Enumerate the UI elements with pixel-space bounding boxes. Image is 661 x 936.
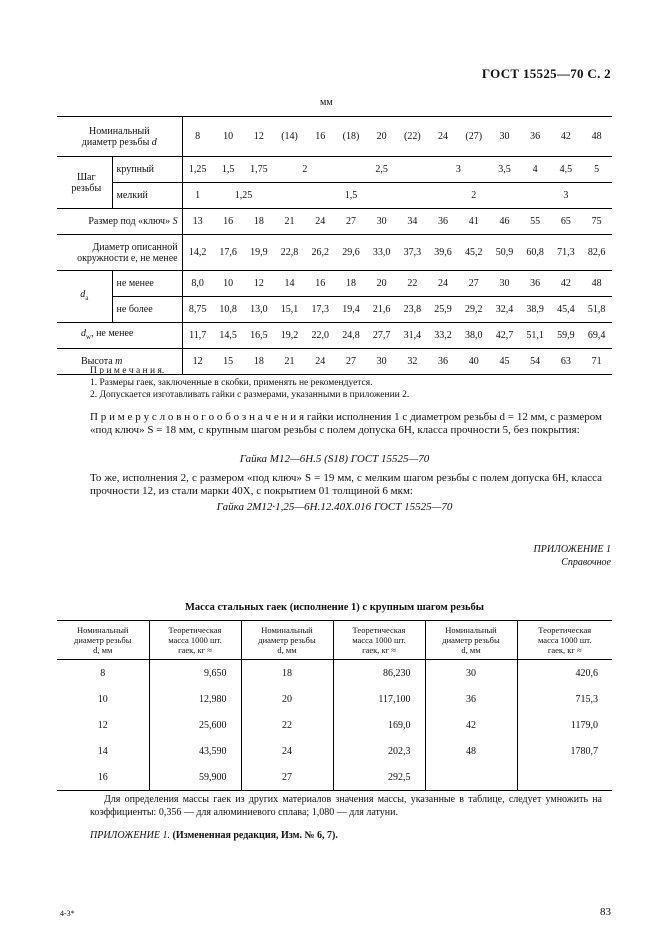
appendix-subtitle: Справочное [561,557,611,568]
s-label-text: Размер под «ключ» [88,216,171,227]
m-cell: 71 [591,356,602,367]
s-cell: 34 [407,216,418,227]
diameters-cell: 20 [376,131,387,142]
appendix-heading [534,543,612,569]
mass-header-line: масса 1000 шт. [352,635,406,645]
nominal-symbol: d [151,136,157,148]
dw-cell: 33,2 [434,330,452,341]
da_max-cell: 15,1 [280,304,299,315]
e-cell: 29,6 [342,247,360,258]
diameters-cell: 12 [253,131,264,142]
dw-cell: 14,5 [219,330,237,341]
changes-prefix: ПРИЛОЖЕНИЕ 1. [90,830,170,841]
diameters-cell: 8 [195,131,201,142]
mass-cell: 59,900 [149,764,241,791]
mass-cell: 202,3 [333,738,425,764]
s-cell: 46 [499,216,510,227]
nominal-header-line: d, мм [93,645,113,655]
s-cell: 55 [530,216,541,227]
row-diameter [57,117,612,157]
mass-cell: 715,3 [575,693,598,705]
mass-table-row [57,686,612,712]
e-cell: 17,6 [219,247,237,258]
diameter-cell: 18 [241,660,333,687]
dw-subscript: w [86,333,92,341]
mass-cell: 86,230 [333,660,425,687]
da-min-label: не менее [112,271,182,297]
diameter-cell: 12 [57,712,149,738]
mass-table [57,620,612,791]
fine-cell: 2 [471,190,477,201]
row-pitch-coarse [57,157,612,183]
s-cell: 24 [315,216,326,227]
mass-table-header [57,621,612,660]
m-cell: 27 [345,356,356,367]
da_min-cell: 12 [253,278,264,289]
fine-cell: 3 [563,190,569,201]
da-label [57,271,112,323]
dw-cell: 38,0 [465,330,483,341]
diameter-cell: 22 [241,712,333,738]
diameter-cell [425,764,517,791]
diameters-cell: 16 [315,131,326,142]
row-pitch-fine [57,183,612,209]
e-cell: 22,8 [280,247,299,258]
mass-header-line: масса 1000 шт. [168,635,222,645]
mass-cell: 292,5 [333,764,425,791]
da_max-cell: 25,9 [434,304,452,315]
da-max-label: не более [112,297,182,323]
row-s [57,209,612,235]
mass-header-line: Теоретическая [352,625,406,635]
fine-label: мелкий [112,183,182,209]
e-cell: 37,3 [403,247,422,258]
nominal-diameter-header [241,621,333,660]
mass-cell: 169,0 [333,712,425,738]
dw-cell: 24,8 [342,330,360,341]
diameter-cell: 8 [57,660,149,687]
document-header: ГОСТ 15525—70 С. 2 [481,66,611,81]
s-cell: 13 [192,216,203,227]
m-cell: 12 [192,356,203,367]
note-1: 1. Размеры гаек, заключенные в скобки, применять не рекомендуется. [90,378,373,388]
diameters-cell: 48 [591,131,602,142]
example-2-text: То же, исполнения 2, с размером «под ключ» S = 19 мм, с мелким шагом резьбы с полем допуска 6H, класса прочности 12, из стали марки 40Х, с покрытием 01 толщиной 6 мкм: [90,472,602,497]
mass-cell: 43,590 [149,738,241,764]
diameter-cell: 36 [425,686,517,712]
diameter-cell: 16 [57,764,149,791]
diameters-cell: 42 [560,131,571,142]
da_max-cell: 23,8 [403,304,422,315]
dw-label [57,323,182,349]
e-cell: 39,6 [434,247,452,258]
diameter-cell: 14 [57,738,149,764]
mass-table-row [57,764,612,791]
e-cell: 45,2 [465,247,483,258]
da_min-cell: 16 [315,278,326,289]
mass-cell: 9,650 [149,660,241,687]
dw-symbol: d [81,328,86,339]
mass-table-row [57,712,612,738]
e-cell: 14,2 [188,247,207,258]
mass-header-line: гаек, кг ≈ [362,645,396,655]
da_min-cell: 42 [560,278,571,289]
pitch-label-line2: резьбы [71,182,102,194]
e-cell: 33,0 [372,247,391,258]
m-cell: 45 [499,356,510,367]
e-cell: 26,2 [311,247,329,258]
mass-header-line: масса 1000 шт. [537,635,592,645]
m-cell: 40 [468,356,479,367]
da_max-cell: 8,75 [188,304,207,315]
nominal-header-line: Номинальный [261,625,313,635]
da_max-cell: 17,3 [311,304,329,315]
e-cell: 82,6 [587,247,606,258]
nominal-label-line2: диаметр резьбы [81,136,150,148]
m-symbol: m [115,356,123,367]
da_min-cell: 20 [376,278,387,289]
example-1-text: П р и м е р у с л о в н о г о о б о з н а ч е н и я гайки исполнения 1 с диаметром резьбы d = 12 мм, с размером «под ключ» S = 18 мм, с крупным шагом резьбы с полем допуска 6H, класса прочности 5, без покрытия: [90,411,602,436]
s-cell: 65 [560,216,571,227]
row-dw [57,323,612,349]
diameter-cell: 10 [57,686,149,712]
s-cell: 16 [223,216,234,227]
dw-cell: 11,7 [189,330,207,341]
changes-note [90,830,338,841]
mass-header-line: Теоретическая [538,625,592,635]
m-cell: 30 [376,356,387,367]
mass-footnote: Для определения массы гаек из других материалов значения массы, указанные в таблице, следует умножить на коэффициенты: 0,356 — для алюминиевого сплава; 1,080 — для латуни. [90,794,602,818]
coarse-cell: 2 [302,164,308,175]
diameter-cell: 42 [425,712,517,738]
da_max-cell: 29,2 [465,304,483,315]
mass-table-row [57,660,612,687]
pitch-label-line1: Шаг [76,171,96,183]
da_max-cell: 10,8 [219,304,237,315]
da_max-cell: 45,4 [557,304,575,315]
diameters-cell: 30 [499,131,510,142]
diameter-cell: 24 [241,738,333,764]
diameters-cell: (27) [465,131,483,142]
da_min-cell: 10 [223,278,234,289]
nominal-header-line: диаметр резьбы [258,635,316,645]
dw-cell: 27,7 [372,330,391,341]
mass-header [333,621,425,660]
m-cell: 15 [223,356,234,367]
m-cell: 18 [253,356,264,367]
da_max-cell: 32,4 [495,304,514,315]
dw-cell: 16,5 [250,330,268,341]
mass-cell [517,764,612,791]
notes-title: П р и м е ч а н и я. [90,366,165,376]
e-cell: 71,3 [557,247,575,258]
nominal-diameter-header [57,621,149,660]
mass-header-line: Теоретическая [168,625,222,635]
coarse-cell: 1,25 [188,164,207,175]
fine-cell: 1,5 [344,190,358,201]
s-cell: 30 [376,216,387,227]
e-cell: 50,9 [495,247,514,258]
dw-cell: 51,1 [526,330,544,341]
changes-text: (Измененная редакция, Изм. № 6, 7). [172,830,338,841]
s-cell: 75 [591,216,602,227]
mass-cell: 1179,0 [570,719,598,731]
diameters-cell: (14) [281,131,298,142]
diameter-cell: 30 [425,660,517,687]
e-label-line1: Диаметр описанной [92,241,178,253]
s-cell: 27 [345,216,356,227]
s-cell: 18 [253,216,264,227]
s-label [57,209,182,235]
dimensions-table-body [57,117,612,375]
dw-cell: 42,7 [495,330,514,341]
row-da-max [57,297,612,323]
fine-cell: 1,25 [234,190,253,201]
m-cell: 24 [315,356,326,367]
da_max-cell: 51,8 [587,304,606,315]
da_max-cell: 38,9 [526,304,544,315]
units-label: мм [320,97,333,108]
diameters-cell: (22) [404,131,421,142]
da_min-cell: 18 [345,278,356,289]
mass-table-row [57,738,612,764]
diameters-cell: 10 [223,131,234,142]
diameters-cell: 36 [530,131,541,142]
diameters-cell: (18) [342,131,360,142]
da-symbol: d [80,289,86,300]
nominal-diameter-label [57,117,182,157]
nominal-header-line: d, мм [461,645,481,655]
dw-cell: 19,2 [280,330,299,341]
page-code: 4-3* [60,909,75,918]
m-label-text: Высота [81,356,113,367]
mass-cell: 117,100 [333,686,425,712]
coarse-cell: 2,5 [375,164,388,175]
mass-header-line: гаек, кг ≈ [178,645,212,655]
s-cell: 21 [284,216,295,227]
appendix-title: ПРИЛОЖЕНИЕ 1 [533,544,611,555]
da_min-cell: 22 [407,278,418,289]
dw-cell: 59,9 [557,330,575,341]
mass-cell: 25,600 [149,712,241,738]
coarse-cell: 4 [532,164,538,175]
coarse-cell: 4,5 [559,164,573,175]
da_min-cell: 24 [438,278,449,289]
m-cell: 63 [560,356,571,367]
dw-cell: 31,4 [403,330,422,341]
da_max-cell: 19,4 [342,304,360,315]
diameter-cell: 20 [241,686,333,712]
coarse-label: крупный [112,157,182,183]
nominal-header-line: Номинальный [445,625,497,635]
coarse-cell: 3 [455,164,461,175]
coarse-cell: 5 [594,164,600,175]
da_min-cell: 48 [591,278,602,289]
mass-cell: 1780,7 [570,745,598,757]
nominal-header-line: диаметр резьбы [442,635,500,645]
coarse-cell: 3,5 [498,164,511,175]
e-cell: 19,9 [250,247,268,258]
example-1-designation: Гайка М12—6Н.5 (S18) ГОСТ 15525—70 [239,453,430,465]
diameter-cell: 27 [241,764,333,791]
nominal-header-line: диаметр резьбы [74,635,132,645]
page-number: 83 [600,906,611,918]
s-cell: 41 [468,216,479,227]
mass-table-title: Масса стальных гаек (исполнение 1) с крупным шагом резьбы [185,602,484,613]
dw-label-text: , не менее [91,328,134,339]
note-2: 2. Допускается изготавливать гайки с размерами, указанными в приложении 2. [90,390,410,400]
mass-table-body [57,660,612,791]
m-cell: 21 [284,356,295,367]
nominal-label-line1: Номинальный [89,125,150,137]
da_min-cell: 27 [468,278,479,289]
mass-header-line: гаек, кг ≈ [547,645,582,655]
row-e [57,235,612,271]
coarse-cell: 1,75 [250,164,268,175]
da_min-cell: 14 [284,278,295,289]
dw-cell: 69,4 [587,330,606,341]
s-cell: 36 [438,216,449,227]
m-cell: 32 [407,356,418,367]
da_max-cell: 13,0 [250,304,268,315]
da_min-cell: 30 [499,278,510,289]
example-2-designation: Гайка 2М12·1,25—6Н.12.40Х.016 ГОСТ 15525—70 [216,501,453,513]
da_max-cell: 21,6 [372,304,391,315]
row-da-min [57,271,612,297]
nominal-header-line: Номинальный [77,625,129,635]
dimensions-table [57,116,612,375]
mass-cell: 12,980 [149,686,241,712]
mass-header [517,621,612,660]
dw-cell: 22,0 [311,330,329,341]
diameter-cell: 48 [425,738,517,764]
pitch-label [57,157,112,209]
coarse-cell: 1,5 [221,164,235,175]
m-cell: 54 [530,356,541,367]
nominal-diameter-header [425,621,517,660]
mass-header [149,621,241,660]
fine-cell: 1 [195,190,201,201]
s-symbol: S [172,216,178,227]
nominal-header-line: d, мм [277,645,297,655]
da_min-cell: 36 [530,278,541,289]
da_min-cell: 8,0 [191,278,204,289]
e-cell: 60,8 [526,247,544,258]
e-label-line2: окружности e, не менее [77,252,178,264]
mass-cell: 420,6 [575,667,598,679]
m-cell: 36 [438,356,449,367]
e-label [57,235,182,271]
diameters-cell: 24 [438,131,449,142]
da-subscript: a [85,294,89,302]
